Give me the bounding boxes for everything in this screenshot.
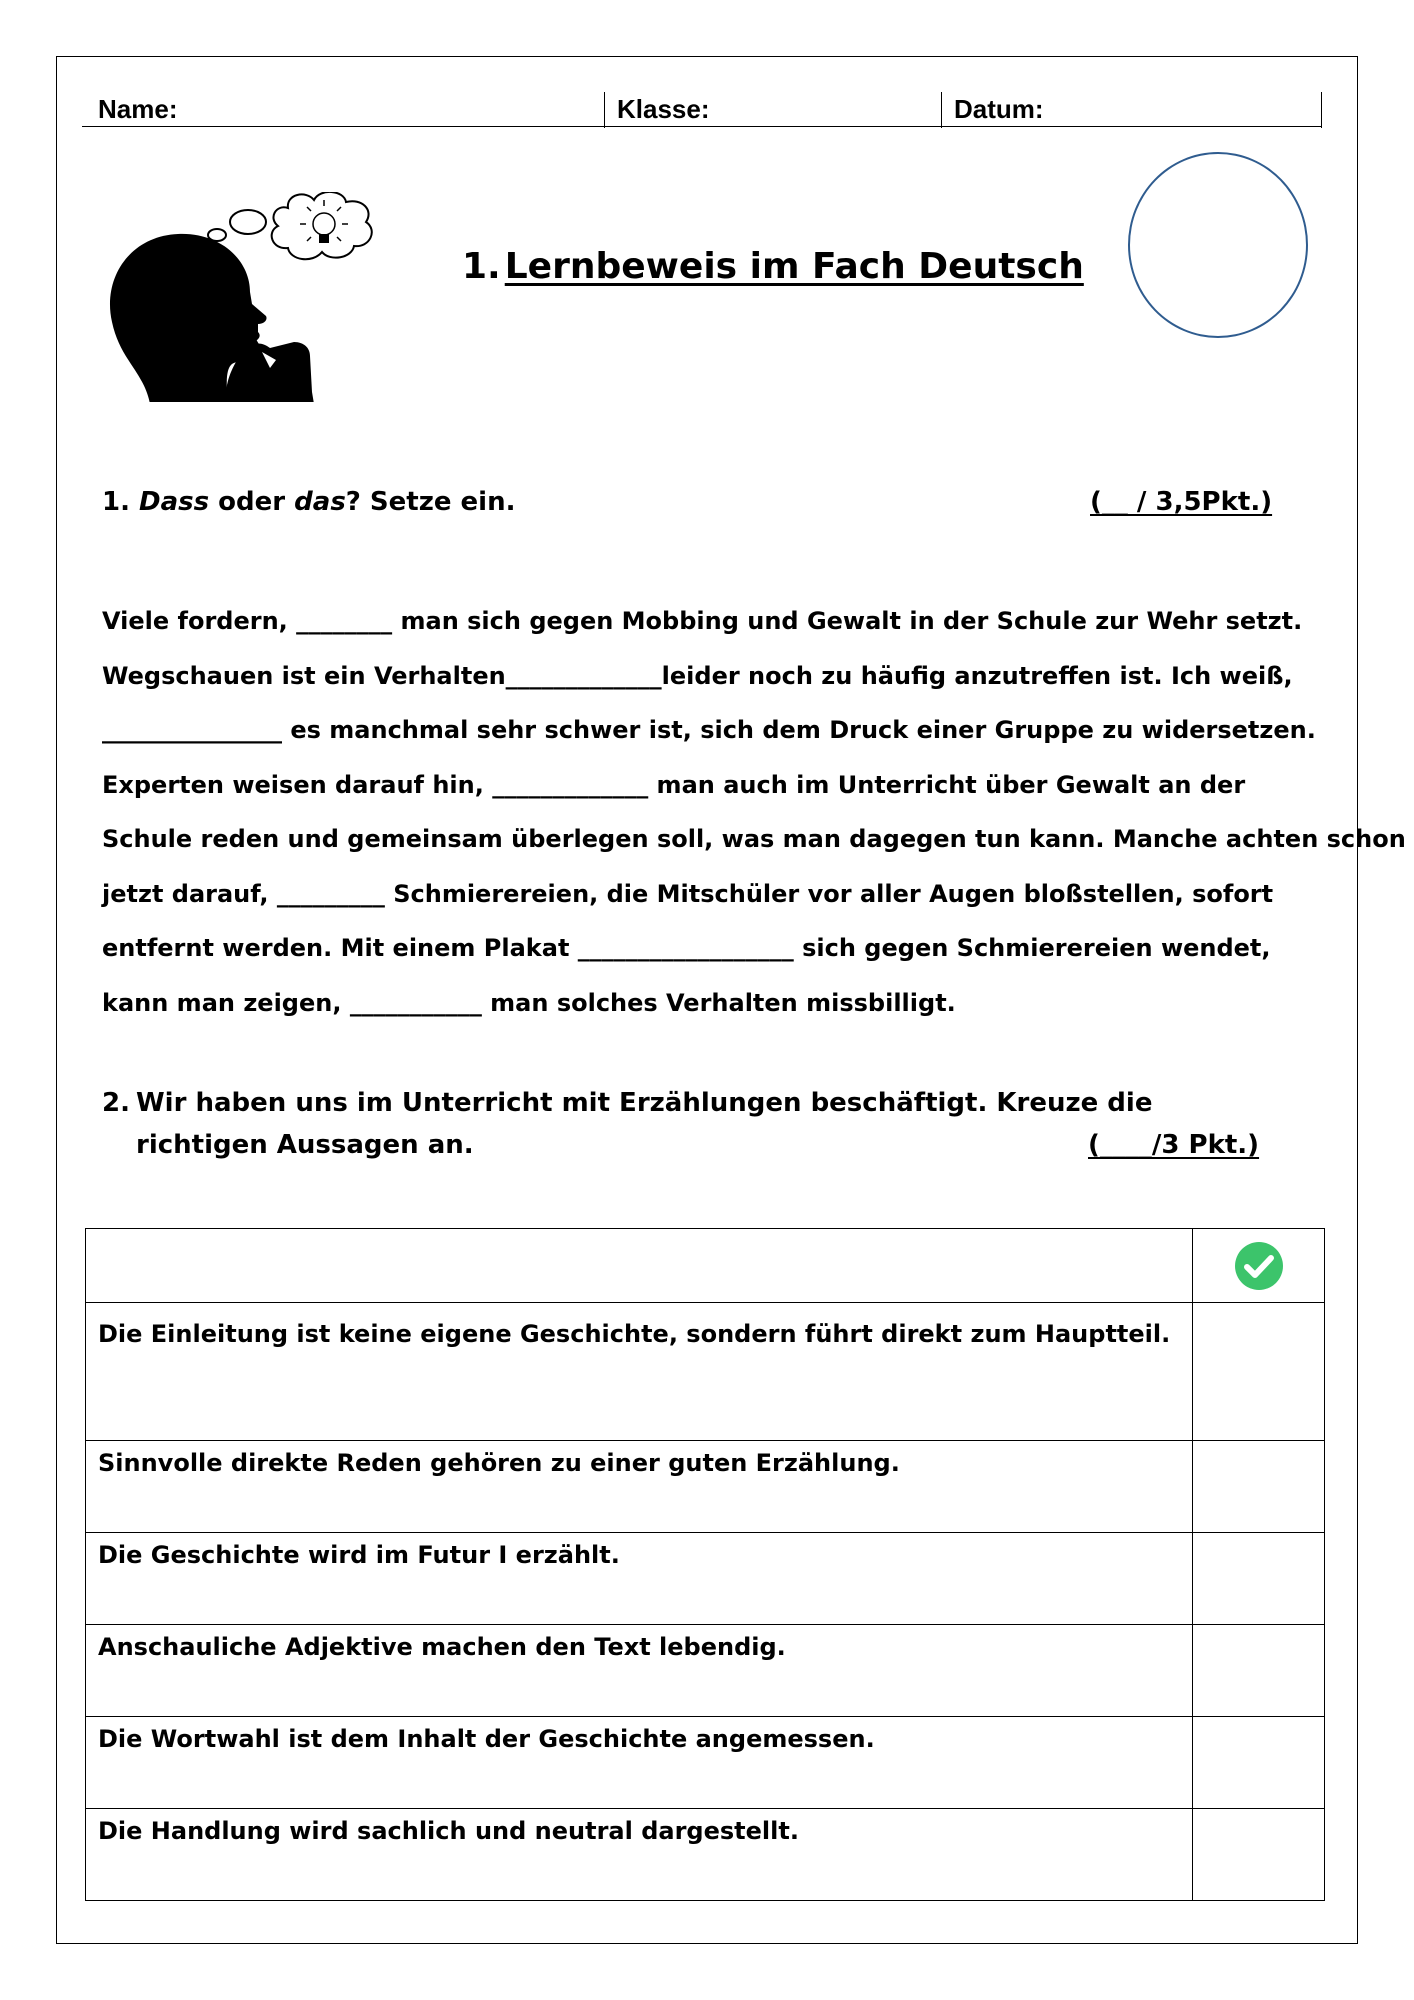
table-header-empty-cell — [86, 1229, 1193, 1303]
statement-checkbox-cell[interactable] — [1193, 1303, 1325, 1441]
cloze-line: _______________ es manchmal sehr schwer ist, sich dem Druck einer Gruppe zu widersetzen. — [102, 716, 1316, 744]
statement-text: Die Handlung wird sachlich und neutral dargestellt. — [86, 1809, 1193, 1901]
statement-text: Anschauliche Adjektive machen den Text lebendig. — [86, 1625, 1193, 1717]
name-label: Name: — [98, 94, 178, 124]
statements-table — [85, 1228, 1325, 1901]
statement-text: Die Einleitung ist keine eigene Geschichte, sondern führt direkt zum Hauptteil. — [86, 1303, 1193, 1441]
thinker-illustration — [100, 192, 390, 402]
check-circle-icon — [1234, 1241, 1284, 1291]
cloze-line: kann man zeigen, ___________ man solches Verhalten missbilligt. — [102, 988, 956, 1017]
datum-label: Datum: — [941, 92, 1044, 128]
statement-checkbox-cell[interactable] — [1193, 1625, 1325, 1717]
table-row — [86, 1809, 1325, 1901]
cloze-line: Schule reden und gemeinsam überlegen soll, was man dagegen tun kann. Manche achten schon — [102, 825, 1406, 853]
table-header-row — [86, 1229, 1325, 1303]
statement-text: Die Wortwahl ist dem Inhalt der Geschichte angemessen. — [86, 1717, 1193, 1809]
cloze-line: Experten weisen darauf hin, _____________ man auch im Unterricht über Gewalt an der — [102, 770, 1246, 799]
header-end-divider — [1321, 92, 1322, 128]
cloze-line: Viele fordern, ________ man sich gegen Mobbing und Gewalt in der Schule zur Wehr setzt. — [102, 607, 1303, 635]
statement-checkbox-cell[interactable] — [1193, 1809, 1325, 1901]
cloze-text — [102, 594, 1406, 1030]
task-1-oder: oder — [209, 487, 295, 517]
task-2-number: 2. — [102, 1088, 130, 1118]
table-row — [86, 1441, 1325, 1533]
task-1-dass: Dass — [139, 487, 210, 517]
task-1-number: 1. — [102, 487, 130, 517]
title-text: Lernbeweis im Fach Deutsch — [504, 246, 1084, 287]
task-2-instruction: Wir haben uns im Unterricht mit Erzählungen beschäftigt. Kreuze die richtigen Aussagen an. — [136, 1088, 1153, 1160]
table-header-check-cell — [1193, 1229, 1325, 1303]
statement-checkbox-cell[interactable] — [1193, 1533, 1325, 1625]
cloze-line: entfernt werden. Mit einem Plakat __________________ sich gegen Schmierereien wendet, — [102, 934, 1271, 962]
grade-circle — [1128, 152, 1308, 338]
task-2-points: (____/3 Pkt.) — [1088, 1130, 1260, 1160]
table-row — [86, 1303, 1325, 1441]
table-row — [86, 1625, 1325, 1717]
statement-text: Die Geschichte wird im Futur I erzählt. — [86, 1533, 1193, 1625]
cloze-line: jetzt darauf, _________ Schmierereien, die Mitschüler vor aller Augen bloßstellen, sofort — [102, 879, 1274, 908]
klasse-label: Klasse: — [604, 92, 710, 128]
task-1-points: (__ / 3,5Pkt.) — [1090, 487, 1273, 517]
table-row — [86, 1717, 1325, 1809]
statement-checkbox-cell[interactable] — [1193, 1717, 1325, 1809]
cloze-line: Wegschauen ist ein Verhalten_____________leider noch zu häufig anzutreffen ist. Ich weiß, — [102, 661, 1293, 690]
task-1-instruction: ? Setze ein. — [345, 487, 516, 517]
statement-checkbox-cell[interactable] — [1193, 1441, 1325, 1533]
page-title — [462, 246, 1084, 287]
title-number: 1. — [462, 246, 501, 287]
header-row — [82, 92, 1322, 127]
table-row — [86, 1533, 1325, 1625]
statement-text: Sinnvolle direkte Reden gehören zu einer guten Erzählung. — [86, 1441, 1193, 1533]
task-1-das: das — [294, 487, 346, 517]
task-1-heading — [102, 487, 1292, 517]
